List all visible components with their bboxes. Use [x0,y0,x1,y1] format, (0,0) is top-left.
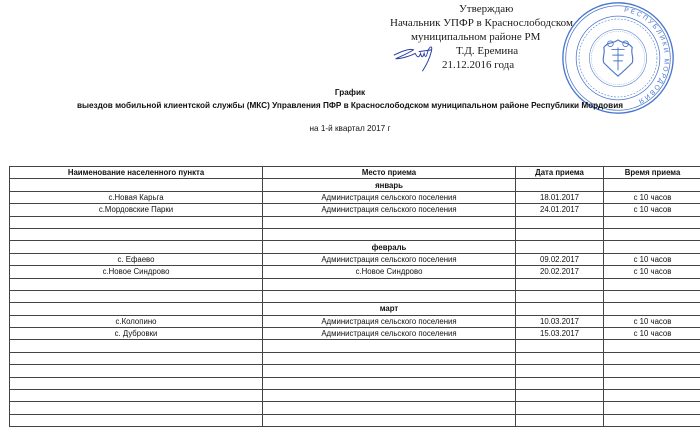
empty-row [10,290,700,302]
cell-date: 10.03.2017 [516,315,604,327]
cell-time [604,278,700,290]
cell-place [263,414,516,426]
cell-place [263,340,516,352]
cell-date [516,390,604,402]
table-header-row [10,167,700,179]
cell-place: Администрация сельского поселения [263,328,516,340]
approver-position-line2: муниципальном районе РМ [411,31,541,43]
cell-time [604,352,700,364]
cell-date [516,303,604,315]
cell-time: с 10 часов [604,191,700,203]
cell-time [604,414,700,426]
cell-locality: с.Новая Карьга [10,191,263,203]
cell-locality: с.Мордовские Парки [10,204,263,216]
document-heading: График [334,88,366,97]
cell-locality: с.Колопино [10,315,263,327]
cell-place [263,352,516,364]
empty-row [10,414,700,426]
cell-time: с 10 часов [604,266,700,278]
cell-date: 18.01.2017 [516,191,604,203]
signature-icon [392,40,442,74]
header-locality: Наименование населенного пункта [10,167,263,179]
cell-date [516,179,604,191]
table-row [10,191,700,203]
empty-row [10,402,700,414]
cell-locality [10,352,263,364]
stamp-text: РЕСПУБЛИКИ МОРДОВИЯ [623,6,670,106]
approver-name: Т.Д. Еремина [456,45,519,57]
header-time: Время приема [604,167,700,179]
cell-time [604,340,700,352]
cell-date [516,228,604,240]
cell-date [516,278,604,290]
table-row [10,315,700,327]
cell-time: с 10 часов [604,204,700,216]
schedule-body [10,179,700,427]
empty-row [10,377,700,389]
cell-time: с 10 часов [604,253,700,265]
document-period: на 1-й квартал 2017 г [309,124,391,133]
approve-word: Утверждаю [459,3,514,15]
cell-date [516,414,604,426]
cell-locality: с. Дубровки [10,328,263,340]
table-row [10,253,700,265]
cell-locality [10,340,263,352]
empty-row [10,340,700,352]
cell-place [263,365,516,377]
empty-row [10,390,700,402]
cell-date: 24.01.2017 [516,204,604,216]
table-row [10,328,700,340]
cell-date [516,402,604,414]
cell-date [516,290,604,302]
cell-locality [10,390,263,402]
month-label: февраль [263,241,516,253]
cell-locality [10,377,263,389]
cell-place [263,228,516,240]
cell-date [516,340,604,352]
header-place: Место приема [263,167,516,179]
cell-place: Администрация сельского поселения [263,191,516,203]
document-subtitle: выездов мобильной клиентской службы (МКС) Управления ПФР в Краснослободском муниципальном районе Республики Мордовия [76,101,624,110]
cell-time [604,402,700,414]
cell-locality [10,303,263,315]
cell-place [263,278,516,290]
empty-row [10,352,700,364]
cell-date [516,352,604,364]
empty-row [10,278,700,290]
cell-locality: с. Ефаево [10,253,263,265]
empty-row [10,365,700,377]
cell-place [263,402,516,414]
month-label: март [263,303,516,315]
cell-place: Администрация сельского поселения [263,204,516,216]
cell-date: 15.03.2017 [516,328,604,340]
cell-time [604,228,700,240]
cell-place: Администрация сельского поселения [263,253,516,265]
cell-place [263,216,516,228]
month-row [10,179,700,191]
cell-locality [10,402,263,414]
month-row [10,241,700,253]
table-row [10,266,700,278]
cell-time: с 10 часов [604,328,700,340]
cell-locality [10,228,263,240]
cell-date [516,216,604,228]
approval-date: 21.12.2016 года [442,59,515,71]
cell-place [263,290,516,302]
cell-time [604,241,700,253]
cell-time [604,365,700,377]
cell-time: с 10 часов [604,315,700,327]
cell-place [263,377,516,389]
cell-place [263,390,516,402]
cell-date [516,241,604,253]
cell-place: Администрация сельского поселения [263,315,516,327]
schedule-table [9,166,700,427]
cell-locality [10,365,263,377]
cell-date: 09.02.2017 [516,253,604,265]
cell-locality [10,241,263,253]
cell-locality [10,278,263,290]
cell-locality [10,216,263,228]
cell-time [604,216,700,228]
cell-date [516,377,604,389]
empty-row [10,216,700,228]
month-label: январь [263,179,516,191]
official-stamp-icon [560,0,676,116]
month-row [10,303,700,315]
cell-date: 20.02.2017 [516,266,604,278]
cell-time [604,290,700,302]
cell-place: с.Новое Синдрово [263,266,516,278]
cell-locality [10,414,263,426]
cell-locality: с.Новое Синдрово [10,266,263,278]
cell-date [516,365,604,377]
table-row [10,204,700,216]
header-date: Дата приема [516,167,604,179]
cell-time [604,377,700,389]
cell-locality [10,179,263,191]
cell-locality [10,290,263,302]
cell-time [604,179,700,191]
cell-time [604,390,700,402]
approver-position-line1: Начальник УПФР в Краснослободском [390,17,573,29]
empty-row [10,228,700,240]
cell-time [604,303,700,315]
